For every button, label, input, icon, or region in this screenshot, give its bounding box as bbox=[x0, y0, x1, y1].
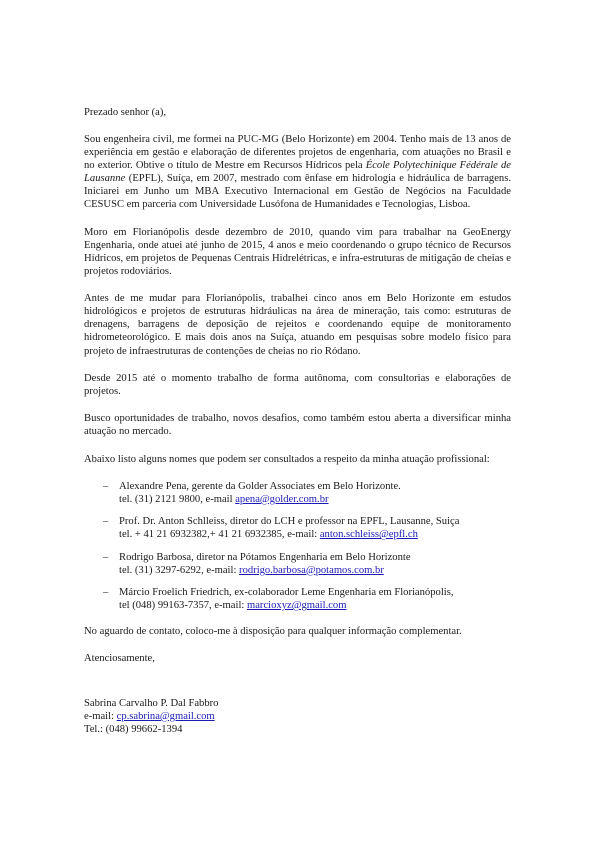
reference-name: Márcio Froelich Friedrich, ex-colaborador Leme Engenharia em Florianópolis, bbox=[119, 587, 454, 599]
signature-block bbox=[84, 697, 511, 736]
reference-item-friedrich bbox=[84, 586, 511, 612]
paragraph-education bbox=[84, 133, 511, 212]
reference-name: Prof. Dr. Anton Schlleiss, diretor do LCH e professor na EPFL, Lausanne, Suiça bbox=[119, 516, 460, 528]
reference-contact bbox=[119, 564, 511, 577]
list-bullet: – bbox=[103, 551, 109, 563]
reference-phone: tel (048) 99163-7357, e-mail: bbox=[119, 600, 247, 612]
reference-phone: tel. (31) 3297-6292, e-mail: bbox=[119, 564, 240, 576]
reference-contact bbox=[119, 493, 511, 506]
reference-item-pena bbox=[84, 480, 511, 506]
references-list bbox=[84, 480, 511, 612]
reference-email-link[interactable]: marcioxyz@gmail.com bbox=[246, 600, 347, 612]
reference-name: Alexandre Pena, gerente da Golder Associates em Belo Horizonte. bbox=[119, 480, 401, 492]
signature-name: Sabrina Carvalho P. Dal Fabbro bbox=[84, 697, 219, 709]
signature-phone: Tel.: (048) 99662-1394 bbox=[84, 724, 183, 736]
greeting: Prezado senhor (a), bbox=[84, 107, 167, 118]
paragraph-belo-horizonte: Antes de me mudar para Florianópolis, trabalhei cinco anos em Belo Horizonte em estudos hidrológicos e projetos de estruturas hidráulicas na área de mineração, tais como: estruturas de drenagens, barragens de deposição de rejeitos e coordenando equipe de monitoramento hidrometeorológico. E mais dois anos na Suíça, atuando em pesquisas sobre modelo físico para projeto de infraestruturas de contenções de cheias no rio Ródano. bbox=[84, 293, 511, 357]
reference-contact bbox=[119, 599, 511, 612]
reference-phone: tel. + 41 21 6932382,+ 41 21 6932385, e-mail: bbox=[119, 529, 320, 541]
closing-line: No aguardo de contato, coloco-me à disposição para qualquer informação complementar. bbox=[84, 625, 462, 637]
signoff: Atenciosamente, bbox=[84, 652, 155, 664]
signature-email bbox=[84, 710, 511, 723]
paragraph-opportunities: Busco oportunidades de trabalho, novos desafios, como também estou aberta a diversificar minha atuação no mercado. bbox=[84, 413, 511, 438]
reference-email-link[interactable]: anton.schleiss@epfl.ch bbox=[319, 529, 418, 541]
paragraph-autonomous: Desde 2015 até o momento trabalho de forma autônoma, com consultorias e elaborações de projetos. bbox=[84, 372, 511, 397]
paragraph-geoenergy: Moro em Florianópolis desde dezembro de 2010, quando vim para trabalhar na GeoEnergy Engenharia, onde atuei até junho de 2015, 4 anos e meio coordenando o grupo técnico de Recursos Hídricos, em projetos de Pequenas Centrais Hidrelétricas, e infra-estruturas de mitigação de cheias e projetos rodoviários. bbox=[84, 226, 511, 277]
reference-email-link[interactable]: apena@golder.com.br bbox=[235, 493, 329, 505]
paragraph-education-part2: (EPFL), Suíça, em 2007, mestrado com ênfase em hidrologia e hidráulica de barragens. Iniciarei em Junho um MBA Executivo Internacional em Gestão de Negócios na Faculdade CESUSC em parceria com Universidade Lusófona de Humanidades e Tecnologias, Lisboa. bbox=[84, 173, 511, 211]
paragraph-education-part1: Sou engenheira civil, me formei na PUC-MG (Belo Horizonte) em 2004. Tenho mais de 13 anos de experiência em gestão e elaboração de diferentes projetos de engenharia, com atuações no Brasil e no exterior. Obtive o título de Mestre em Recursos Hídricos pela bbox=[84, 133, 511, 172]
reference-item-schleiss bbox=[84, 515, 511, 541]
reference-item-barbosa bbox=[84, 551, 511, 577]
signature-email-link[interactable]: cp.sabrina@gmail.com bbox=[116, 710, 215, 722]
signature-email-label: e-mail: bbox=[84, 710, 117, 722]
list-bullet: – bbox=[103, 516, 109, 528]
reference-name: Rodrigo Barbosa, diretor na Pótamos Engenharia em Belo Horizonte bbox=[119, 551, 411, 563]
reference-contact bbox=[119, 528, 511, 541]
school-name: École Polytechinique Fédérale de Lausanne bbox=[84, 160, 511, 185]
reference-phone: tel. (31) 2121 9800, e-mail bbox=[119, 493, 236, 505]
list-bullet: – bbox=[103, 587, 109, 599]
list-bullet: – bbox=[103, 480, 109, 492]
reference-email-link[interactable]: rodrigo.barbosa@potamos.com.br bbox=[239, 564, 384, 576]
references-intro: Abaixo listo alguns nomes que podem ser consultados a respeito da minha atuação profissional: bbox=[84, 453, 490, 465]
letter-body bbox=[84, 106, 511, 736]
